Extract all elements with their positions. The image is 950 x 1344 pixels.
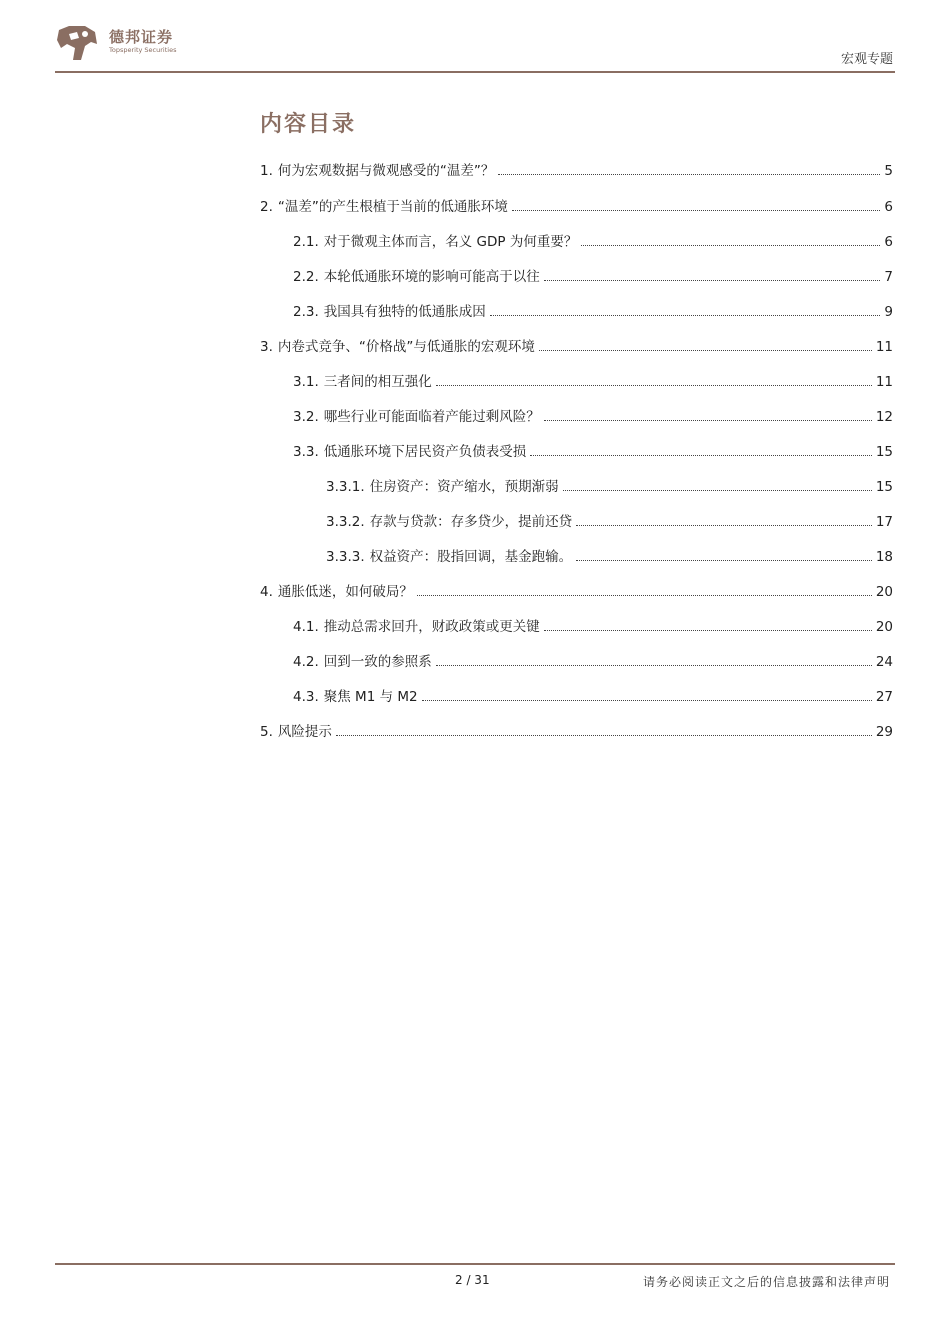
toc-entry-number: 4. (260, 584, 273, 600)
toc-entry-text: 存款与贷款：存多贷少，提前还贷 (369, 514, 573, 530)
toc-entry-page: 6 (884, 234, 893, 250)
toc-entry-1[interactable] (260, 160, 893, 180)
toc-entry-3[interactable] (260, 336, 893, 356)
toc-entry-2-2[interactable] (293, 266, 893, 286)
toc-leader-dots (544, 280, 881, 281)
toc-entry-text: 内卷式竞争、“价格战”与低通胀的宏观环境 (277, 339, 535, 355)
toc-entry-2-1[interactable] (293, 231, 893, 251)
toc-entry-text: “温差”的产生根植于当前的低通胀环境 (277, 199, 508, 215)
toc-leader-dots (576, 525, 872, 526)
toc-entry-page: 7 (884, 269, 893, 285)
brand-name: 德邦证券 (109, 28, 174, 46)
toc-entry-number: 2.2. (293, 269, 319, 285)
toc-entry-page: 12 (875, 409, 893, 425)
brand-subtitle: Topsperity Securities (109, 46, 177, 54)
page-number: 2 / 31 (455, 1273, 490, 1287)
toc-entry-number: 4.2. (293, 654, 319, 670)
toc-leader-dots (336, 735, 872, 736)
toc-entry-number: 1. (260, 163, 273, 179)
toc-leader-dots (436, 665, 872, 666)
toc-entry-number: 3.3.3. (326, 549, 365, 565)
toc-leader-dots (530, 455, 872, 456)
toc-entry-text: 三者间的相互强化 (323, 374, 432, 390)
toc-entry-page: 24 (875, 654, 893, 670)
toc-entry-2-3[interactable] (293, 301, 893, 321)
toc-entry-page: 11 (875, 374, 893, 390)
toc-entry-text: 本轮低通胀环境的影响可能高于以往 (323, 269, 540, 285)
toc-entry-page: 15 (875, 479, 893, 495)
toc-entry-number: 3.3. (293, 444, 319, 460)
toc-entry-text: 风险提示 (277, 724, 332, 740)
toc-entry-text: 我国具有独特的低通胀成因 (323, 304, 486, 320)
toc-entry-number: 2. (260, 199, 273, 215)
toc-entry-3-3-2[interactable] (326, 511, 893, 531)
toc-title: 内容目录 (260, 112, 357, 137)
footer-divider (55, 1263, 895, 1265)
toc-leader-dots (490, 315, 881, 316)
toc-entry-number: 3.3.2. (326, 514, 365, 530)
toc-entry-page: 11 (875, 339, 893, 355)
toc-entry-text: 何为宏观数据与微观感受的“温差”？ (277, 163, 495, 179)
toc-entry-page: 17 (875, 514, 893, 530)
legal-disclaimer: 请务必阅读正文之后的信息披露和法律声明 (642, 1275, 890, 1289)
toc-entry-number: 2.1. (293, 234, 319, 250)
toc-entry-page: 9 (884, 304, 893, 320)
toc-entry-4-2[interactable] (293, 651, 893, 671)
toc-leader-dots (417, 595, 872, 596)
toc-entry-text: 哪些行业可能面临着产能过剩风险？ (323, 409, 540, 425)
toc-entry-text: 通胀低迷，如何破局？ (277, 584, 413, 600)
toc-entry-number: 3. (260, 339, 273, 355)
toc-entry-number: 4.3. (293, 689, 319, 705)
toc-entry-number: 5. (260, 724, 273, 740)
toc-leader-dots (422, 700, 872, 701)
toc-leader-dots (544, 630, 872, 631)
toc-entry-page: 20 (875, 584, 893, 600)
toc-entry-page: 5 (884, 163, 893, 179)
toc-entry-number: 2.3. (293, 304, 319, 320)
toc-leader-dots (498, 174, 880, 175)
toc-entry-4-1[interactable] (293, 616, 893, 636)
toc-entry-3-3-3[interactable] (326, 546, 893, 566)
toc-entry-text: 聚焦 M1 与 M2 (323, 689, 418, 705)
toc-leader-dots (512, 210, 881, 211)
toc-entry-text: 低通胀环境下居民资产负债表受损 (323, 444, 527, 460)
toc-entry-number: 4.1. (293, 619, 319, 635)
toc-leader-dots (581, 245, 880, 246)
toc-entry-4-3[interactable] (293, 686, 893, 706)
toc-entry-number: 3.1. (293, 374, 319, 390)
toc-entry-text: 对于微观主体而言，名义 GDP 为何重要？ (323, 234, 578, 250)
toc-leader-dots (436, 385, 872, 386)
toc-entry-page: 29 (875, 724, 893, 740)
toc-entry-2[interactable] (260, 196, 893, 216)
toc-leader-dots (544, 420, 872, 421)
toc-entry-3-1[interactable] (293, 371, 893, 391)
toc-entry-text: 回到一致的参照系 (323, 654, 432, 670)
toc-entry-text: 住房资产：资产缩水，预期渐弱 (369, 479, 559, 495)
toc-entry-page: 15 (875, 444, 893, 460)
report-type-label: 宏观专题 (840, 52, 893, 67)
toc-entry-page: 6 (884, 199, 893, 215)
toc-entry-3-3-1[interactable] (326, 476, 893, 496)
toc-entry-number: 3.3.1. (326, 479, 365, 495)
toc-entry-text: 推动总需求回升，财政政策或更关键 (323, 619, 540, 635)
toc-entry-page: 27 (875, 689, 893, 705)
toc-entry-page: 18 (875, 549, 893, 565)
toc-leader-dots (563, 490, 872, 491)
toc-entry-number: 3.2. (293, 409, 319, 425)
toc-entry-page: 20 (875, 619, 893, 635)
toc-entry-4[interactable] (260, 581, 893, 601)
toc-entry-3-3[interactable] (293, 441, 893, 461)
toc-entry-3-2[interactable] (293, 406, 893, 426)
toc-entry-5[interactable] (260, 721, 893, 741)
toc-leader-dots (539, 350, 872, 351)
toc-entry-text: 权益资产：股指回调，基金跑输。 (369, 549, 573, 565)
toc-leader-dots (576, 560, 872, 561)
